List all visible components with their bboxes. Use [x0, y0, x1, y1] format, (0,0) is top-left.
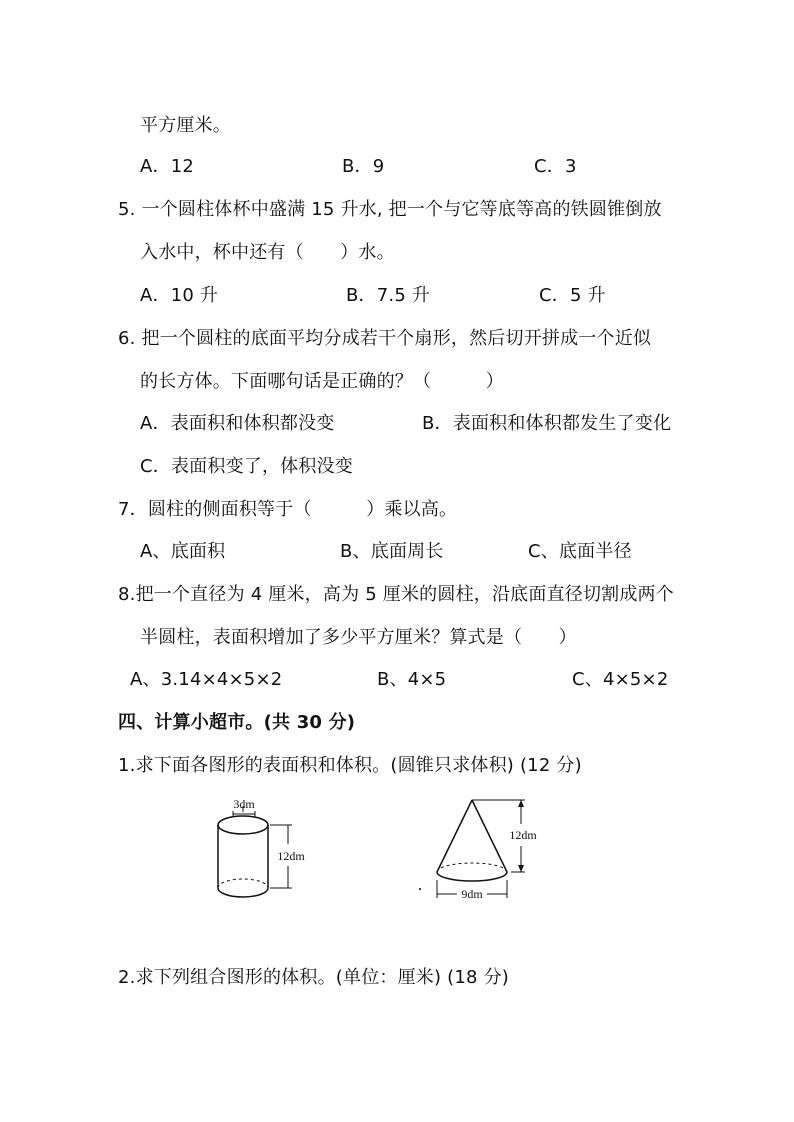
q5-line2: 入水中，杯中还有（ ）水。 — [140, 242, 395, 263]
q5-option-c: C．5 升 — [539, 285, 606, 306]
q8-option-a: A、3.14×4×5×2 — [130, 669, 283, 690]
q4-option-a: A．12 — [140, 156, 195, 177]
q7-line1: 7．圆柱的侧面积等于（ ）乘以高。 — [118, 499, 458, 520]
cone-diameter-label: 9dm — [461, 887, 483, 901]
q8-line1: 8.把一个直径为 4 厘米，高为 5 厘米的圆柱，沿底面直径切割成两个 — [118, 584, 674, 605]
cylinder-figure — [200, 788, 310, 908]
q6-option-b: B．表面积和体积都发生了变化 — [422, 413, 672, 434]
q8-option-c: C、4×5×2 — [572, 669, 669, 690]
section4-title: 四、计算小超市。(共 30 分) — [118, 712, 356, 733]
cone-height-label: 12dm — [509, 828, 537, 842]
q8-option-b: B、4×5 — [377, 669, 447, 690]
q4-option-c: C．3 — [534, 156, 577, 177]
section4-question2: 2.求下列组合图形的体积。(单位：厘米) (18 分) — [118, 967, 510, 988]
q5-line1: 5. 一个圆柱体杯中盛满 15 升水, 把一个与它等底等高的铁圆锥倒放 — [118, 199, 662, 220]
q8-line2: 半圆柱，表面积增加了多少平方厘米？算式是（ ） — [140, 627, 577, 648]
cylinder-diameter-label: 3dm — [233, 797, 255, 811]
q5-option-a: A．10 升 — [140, 285, 219, 306]
q6-line1: 6. 把一个圆柱的底面平均分成若干个扇形，然后切开拼成一个近似 — [118, 328, 652, 349]
q6-option-a: A．表面积和体积都没变 — [140, 413, 335, 434]
q6-option-c: C．表面积变了，体积没变 — [140, 456, 353, 477]
cone-figure — [415, 794, 555, 906]
q4-option-b: B．9 — [342, 156, 385, 177]
section4-question1: 1.求下面各图形的表面积和体积。(圆锥只求体积) (12 分) — [118, 755, 582, 776]
q5-option-b: B．7.5 升 — [346, 285, 431, 306]
q4-tail: 平方厘米。 — [140, 115, 231, 136]
q7-option-c: C、底面半径 — [528, 541, 632, 562]
q7-option-a: A、底面积 — [140, 541, 226, 562]
q7-option-b: B、底面周长 — [340, 541, 444, 562]
cylinder-height-label: 12dm — [277, 849, 305, 863]
q6-line2: 的长方体。下面哪句话是正确的？（ ） — [140, 371, 504, 392]
